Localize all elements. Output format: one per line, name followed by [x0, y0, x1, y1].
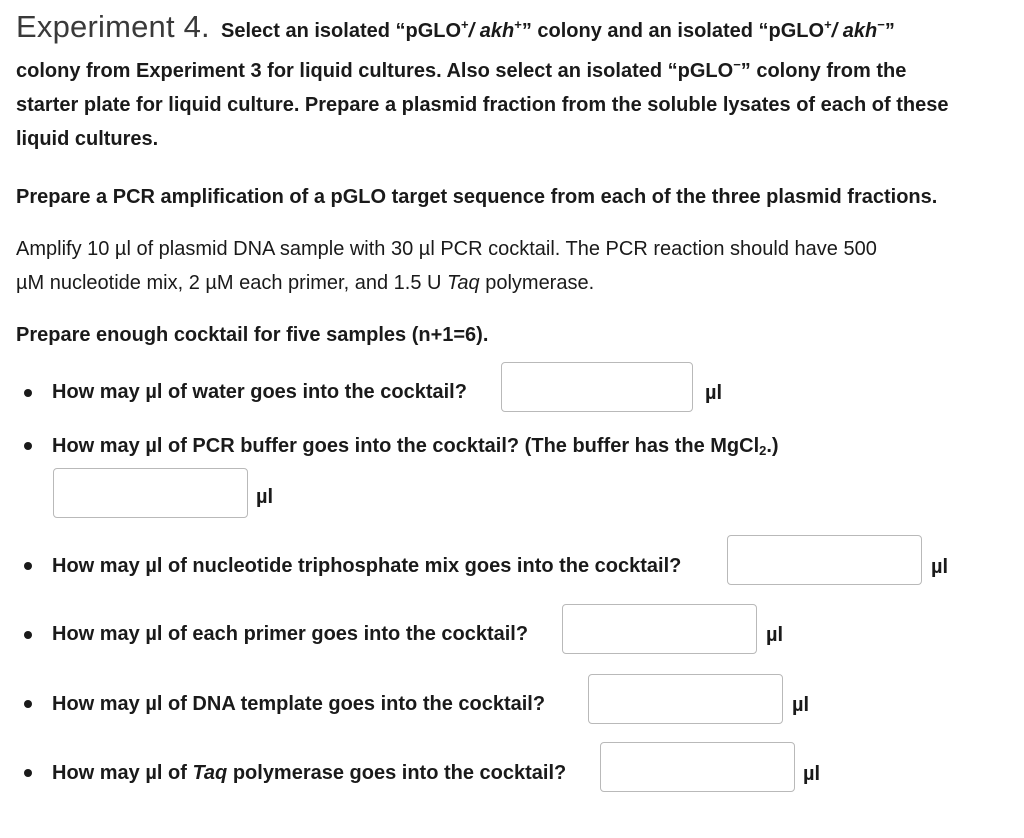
intro-paragraph: [16, 8, 948, 156]
question-taq-text-a: How may µl of: [52, 762, 193, 784]
template-volume-input[interactable]: [588, 674, 783, 724]
question-ntp-text: How may µl of nucleotide triphosphate mix goes into the cocktail?: [52, 555, 682, 577]
unit-label: µl: [931, 556, 949, 578]
bullet: [24, 631, 32, 639]
intro-line1-b: ” colony and an isolated “pGLO: [521, 20, 825, 42]
intro-line2: colony from Experiment 3 for liquid cultures. Also select an isolated “pGLO: [16, 60, 734, 82]
bullet: [24, 769, 32, 777]
amplify-line1: Amplify 10 µl of plasmid DNA sample with 30 µl PCR cocktail. The PCR reaction should have 500: [16, 238, 877, 260]
subscript-2: 2: [759, 443, 767, 458]
taq-italic: Taq: [447, 272, 480, 294]
sup-plus-2: +: [514, 17, 522, 32]
sup-minus-2: −: [733, 57, 741, 72]
sup-plus-3: +: [824, 17, 832, 32]
water-volume-input[interactable]: [501, 362, 693, 412]
taq-volume-input[interactable]: [600, 742, 795, 792]
buffer-volume-input[interactable]: [53, 468, 248, 518]
intro-line1-c: ”: [884, 20, 895, 42]
question-buffer-text: [52, 434, 779, 463]
sup-plus: +: [461, 17, 469, 32]
bullet: [24, 442, 32, 450]
bullet: [24, 389, 32, 397]
bullet: [24, 562, 32, 570]
unit-label: µl: [705, 382, 723, 404]
amplify-paragraph: [16, 232, 877, 300]
bullet: [24, 700, 32, 708]
question-buffer-text-main: How may µl of PCR buffer goes into the cocktail? (The buffer has the MgCl: [52, 435, 760, 457]
unit-label: µl: [766, 624, 784, 646]
unit-label: µl: [803, 763, 821, 785]
amplify-line2-b: polymerase.: [479, 272, 595, 294]
taq-italic: Taq: [192, 762, 228, 784]
question-template-text: How may µl of DNA template goes into the cocktail?: [52, 693, 546, 715]
question-water-text: How may µl of water goes into the cocktail?: [52, 381, 467, 403]
question-primer-text: How may µl of each primer goes into the cocktail?: [52, 623, 529, 645]
intro-line4: liquid cultures.: [16, 128, 159, 150]
question-taq-text: [52, 761, 566, 785]
question-buffer-text-end: .): [766, 435, 779, 457]
pcr-instruction: Prepare a PCR amplification of a pGLO target sequence from each of the three plasmid fractions.: [16, 186, 938, 208]
amplify-line2-a: µM nucleotide mix, 2 µM each primer, and 1.5 U: [16, 272, 448, 294]
ntp-volume-input[interactable]: [727, 535, 922, 585]
primer-volume-input[interactable]: [562, 604, 757, 654]
intro-line3: starter plate for liquid culture. Prepare a plasmid fraction from the soluble lysates of each of these: [16, 94, 949, 116]
unit-label: µl: [792, 694, 810, 716]
akh-italic: / akh: [468, 20, 515, 42]
akh-italic-2: / akh: [831, 20, 878, 42]
intro-line1-a: Select an isolated “pGLO: [220, 20, 462, 42]
unit-label: µl: [256, 486, 274, 508]
question-taq-text-b: polymerase goes into the cocktail?: [227, 762, 567, 784]
experiment-heading: Experiment 4.: [16, 9, 210, 44]
sup-minus: −: [877, 17, 885, 32]
enough-cocktail: Prepare enough cocktail for five samples (n+1=6).: [16, 324, 489, 346]
intro-line2-b: ” colony from the: [740, 60, 907, 82]
